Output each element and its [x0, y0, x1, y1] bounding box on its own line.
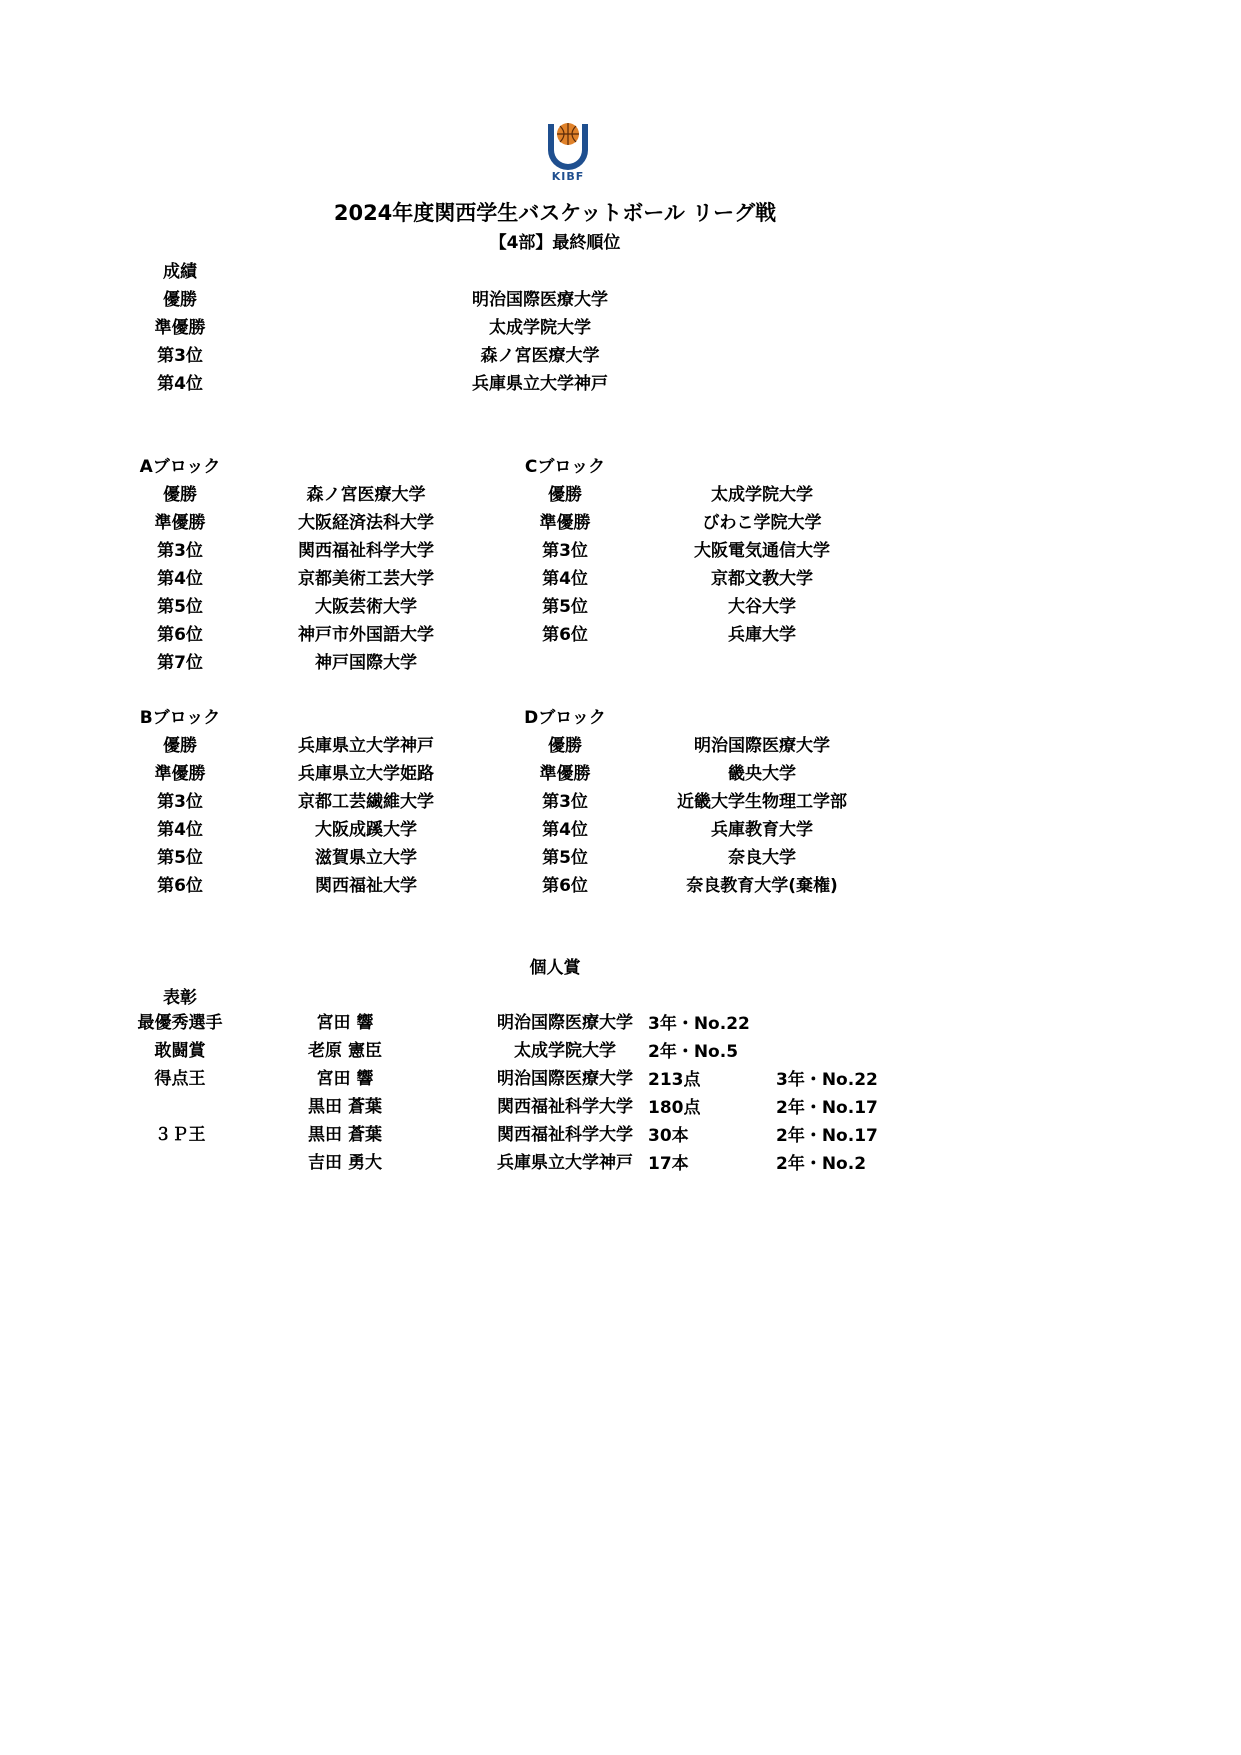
award-team: 兵庫県立大学神戸: [497, 1153, 633, 1173]
overall-rank: 第4位: [157, 374, 203, 394]
overall-team: 明治国際医療大学: [472, 290, 608, 310]
block-d-rank: 準優勝: [539, 764, 591, 784]
block-b-rank: 第5位: [157, 848, 203, 868]
block-d-rank: 第5位: [542, 848, 588, 868]
block-a-rank: 優勝: [163, 485, 197, 505]
block-c-rank: 第5位: [542, 597, 588, 617]
award-stat: 3年・No.22: [648, 1014, 750, 1034]
block-a-rank: 第4位: [157, 569, 203, 589]
block-a-rank: 第6位: [157, 625, 203, 645]
award-player: 黒田 蒼葉: [308, 1125, 382, 1145]
overall-rank: 準優勝: [154, 318, 206, 338]
block-b-rank: 準優勝: [154, 764, 206, 784]
page-subtitle: 【4部】最終順位: [489, 233, 621, 253]
award-team: 関西福祉科学大学: [497, 1125, 633, 1145]
block-a-team: 大阪芸術大学: [315, 597, 417, 617]
block-b-rank: 優勝: [163, 736, 197, 756]
block-a-rank: 第5位: [157, 597, 203, 617]
block-c-team: 太成学院大学: [711, 485, 813, 505]
overall-heading: 成績: [163, 262, 197, 282]
block-c-team: 大阪電気通信大学: [694, 541, 830, 561]
award-detail: 2年・No.2: [776, 1154, 867, 1174]
block-c-rank: 第4位: [542, 569, 588, 589]
block-d-team: 近畿大学生物理工学部: [677, 792, 847, 812]
award-team: 関西福祉科学大学: [497, 1097, 633, 1117]
block-d-rank: 第4位: [542, 820, 588, 840]
block-d-team: 奈良教育大学(棄権): [686, 876, 838, 896]
block-b-rank: 第4位: [157, 820, 203, 840]
award-stat: 30本: [648, 1126, 689, 1146]
award-stat: 180点: [648, 1098, 701, 1118]
block-c-rank: 準優勝: [539, 513, 591, 533]
award-player: 宮田 響: [316, 1013, 374, 1033]
block-b-team: 兵庫県立大学神戸: [298, 736, 434, 756]
block-c-team: 大谷大学: [728, 597, 796, 617]
block-d-team: 明治国際医療大学: [694, 736, 830, 756]
block-d-team: 兵庫教育大学: [711, 820, 813, 840]
block-c-rank: 優勝: [548, 485, 582, 505]
block-d-rank: 第3位: [542, 792, 588, 812]
award-title: 得点王: [154, 1069, 206, 1089]
award-player: 老原 憲臣: [308, 1041, 382, 1061]
block-d-team: 畿央大学: [728, 764, 796, 784]
block-b-team: 京都工芸繊維大学: [298, 792, 434, 812]
award-detail: 3年・No.22: [776, 1070, 878, 1090]
award-detail: 2年・No.17: [776, 1098, 878, 1118]
block-b-team: 関西福祉大学: [315, 876, 417, 896]
block-a-team: 京都美術工芸大学: [298, 569, 434, 589]
block-a-team: 関西福祉科学大学: [298, 541, 434, 561]
award-team: 太成学院大学: [514, 1041, 616, 1061]
awards-label: 表彰: [163, 988, 197, 1008]
page-title: 2024年度関西学生バスケットボール リーグ戦: [333, 201, 777, 225]
block-a-team: 大阪経済法科大学: [298, 513, 434, 533]
award-title: 敢闘賞: [154, 1041, 206, 1061]
block-c-team: 兵庫大学: [728, 625, 796, 645]
block-a-rank: 第3位: [157, 541, 203, 561]
block-c-team: びわこ学院大学: [702, 513, 822, 533]
block-a-rank: 第7位: [157, 653, 203, 673]
block-c-team: 京都文教大学: [711, 569, 813, 589]
kibf-logo: [540, 120, 596, 188]
block-a-rank: 準優勝: [154, 513, 206, 533]
block-a-team: 森ノ宮医療大学: [306, 485, 426, 505]
block-a-title: Aブロック: [139, 457, 221, 477]
overall-team: 兵庫県立大学神戸: [472, 374, 608, 394]
block-c-rank: 第3位: [542, 541, 588, 561]
block-a-team: 神戸市外国語大学: [298, 625, 434, 645]
award-team: 明治国際医療大学: [497, 1013, 633, 1033]
overall-rank: 優勝: [163, 290, 197, 310]
block-a-team: 神戸国際大学: [315, 653, 417, 673]
awards-heading: 個人賞: [529, 958, 581, 978]
award-player: 宮田 響: [316, 1069, 374, 1089]
block-b-title: Bブロック: [139, 708, 221, 728]
block-d-team: 奈良大学: [728, 848, 796, 868]
overall-rank: 第3位: [157, 346, 203, 366]
award-stat: 17本: [648, 1154, 689, 1174]
block-b-rank: 第3位: [157, 792, 203, 812]
award-detail: 2年・No.17: [776, 1126, 878, 1146]
block-d-rank: 第6位: [542, 876, 588, 896]
block-d-title: Dブロック: [524, 708, 606, 728]
block-c-title: Cブロック: [524, 457, 606, 477]
block-b-team: 兵庫県立大学姫路: [298, 764, 434, 784]
logo-text: KIBF: [551, 170, 585, 183]
block-b-team: 滋賀県立大学: [315, 848, 417, 868]
award-player: 吉田 勇大: [308, 1153, 382, 1173]
block-b-rank: 第6位: [157, 876, 203, 896]
block-c-rank: 第6位: [542, 625, 588, 645]
award-stat: 2年・No.5: [648, 1042, 739, 1062]
award-title: 最優秀選手: [137, 1013, 223, 1033]
overall-team: 森ノ宮医療大学: [480, 346, 600, 366]
award-team: 明治国際医療大学: [497, 1069, 633, 1089]
award-title: ３Ｐ王: [154, 1125, 206, 1145]
award-player: 黒田 蒼葉: [308, 1097, 382, 1117]
award-stat: 213点: [648, 1070, 701, 1090]
block-b-team: 大阪成蹊大学: [315, 820, 417, 840]
block-d-rank: 優勝: [548, 736, 582, 756]
overall-team: 太成学院大学: [489, 318, 591, 338]
